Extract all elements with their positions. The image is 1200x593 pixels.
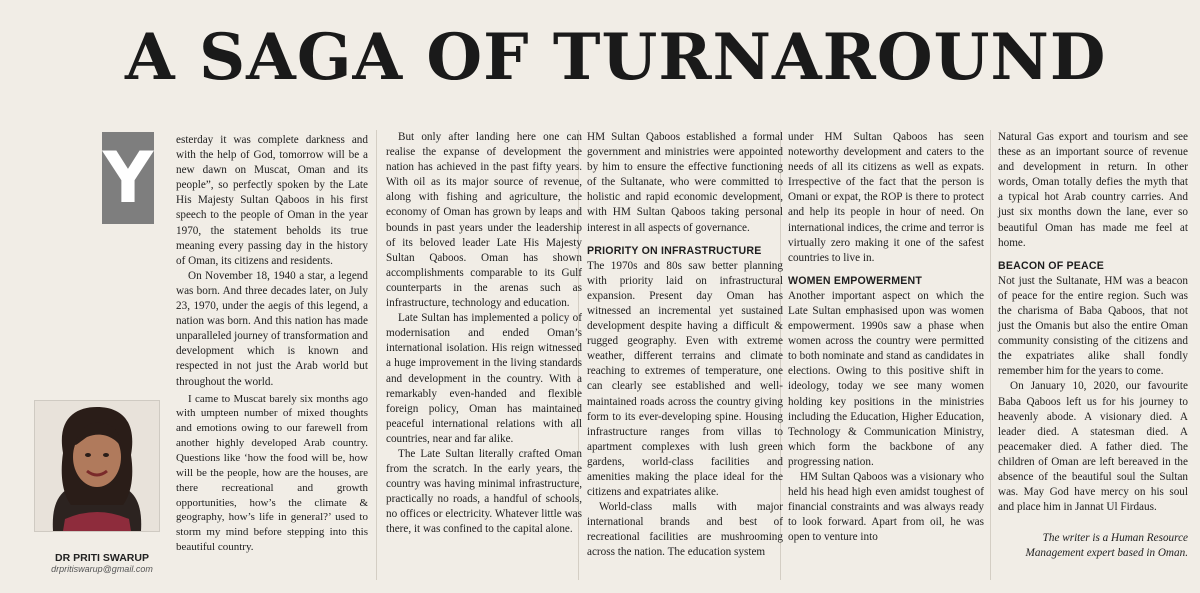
article-column-4	[788, 130, 984, 545]
section-heading: BEACON OF PEACE	[998, 259, 1105, 272]
paragraph: under HM Sultan Qaboos has seen noteworthy development and caters to the needs of all its citizens as well as expats. Irrespective of the fact that the person is Omani or expat, the ROP is there to protect and help its people in hour of need. On international indices, the crime and terror is virtually zero making it one of the safest countries to live in.	[788, 131, 984, 264]
paragraph: I came to Muscat barely six months ago with umpteen number of mixed thoughts and emotions owing to our farewell from another highly developed Arab country. Questions like ‘how the food will be, how will be the people, how are the houses, are there recreational and growth opportunities, how’s the climate & geography, how’s life in general?’ used to storm my mind before stepping into this beautiful country.	[176, 392, 368, 554]
paragraph: Another important aspect on which the Late Sultan emphasised upon was women empowerment. 1990s saw a phase when women across the country were permitted to both nominate and stand as candidates in elections. Owing to this positive shift in ideology, today we see many women holding key positions in the ministries including the Education, Higher Education, Technology & Communication Ministry, which form the backbone of any progressing nation.	[788, 289, 984, 468]
paragraph: On January 10, 2020, our favourite Baba Qaboos left us for his journey to heavenly abode. A visionary died. A leader died. A statesman died. A peacemaker died. A father died. The children of Oman are left bereaved in the absence of the beautiful soul the Sultan was. May God have mercy on his soul and place him in Jannat Ul Firdaus.	[998, 380, 1188, 514]
article-column-2	[386, 130, 582, 538]
author-email: drpritiswarup@gmail.com	[51, 564, 153, 574]
article-column-1	[176, 133, 368, 390]
article-headline: A SAGA OF TURNAROUND	[125, 20, 1107, 95]
section-heading: WOMEN EMPOWERMENT	[788, 274, 923, 287]
paragraph: esterday it was complete darkness and with the help of God, tomorrow will be a new dawn on Muscat, Oman and its people”, so perfectly spoken by the Late His Majesty Sultan Qaboos in his first speech to the people of Oman in the year 1970, the statement beholds its true meaning every passing day in the history of Oman, its citizens and residents.	[176, 134, 368, 267]
drop-cap: Y	[102, 132, 154, 224]
column-divider	[990, 130, 991, 580]
author-name: DR PRITI SWARUP	[55, 552, 149, 564]
paragraph: Late Sultan has implemented a policy of modernisation and ended Oman’s international isolation. His reign witnessed a huge improvement in the living standards and development in the country. With a remarkably even-handed and flexible foreign policy, Oman has maintained peaceful international relations with all countries, near and far alike.	[386, 312, 582, 445]
paragraph: On November 18, 1940 a star, a legend was born. And three decades later, on July 23, 1970, under the aegis of this legend, a nation was born. And this nation has made unparalleled journey of transformation and development which is known and respected in not just the Arab world but throughout the world.	[176, 269, 368, 388]
paragraph: HM Sultan Qaboos established a formal government and ministries were appointed by him to ensure the effective functioning of the Sultanate, who were committed to holistic and rapid economic development, with HM Sultan Qaboos taking personal interest in all aspects of governance.	[587, 131, 783, 234]
article-column-1-continued	[176, 392, 368, 555]
paragraph: HM Sultan Qaboos was a visionary who held his head high even amidst toughest of financial constraints and was always ready to look forward. Apart from oil, he was open to venture into	[788, 470, 984, 544]
paragraph: Not just the Sultanate, HM was a beacon of peace for the entire region. Such was the charisma of Baba Qaboos, that not just the Omanis but also the entire Oman community consisting of the citizens and the expatriates alike shall fondly remember him for the years to come.	[998, 274, 1188, 378]
column-divider	[376, 130, 377, 580]
section-heading: PRIORITY ON INFRASTRUCTURE	[587, 244, 762, 257]
author-tagline: The writer is a Human Resource Management expert based in Oman.	[1025, 532, 1188, 560]
author-portrait-image	[35, 401, 159, 531]
paragraph: World-class malls with major international brands and best of recreational facilities are mushrooming across the nation. The education system	[587, 501, 783, 559]
paragraph: But only after landing here one can realise the expanse of development the nation has achieved in the past fifty years. With oil as its major source of revenue, along with fishing and agriculture, the economy of Oman has grown by leaps and bounds in past years under the leadership of its beloved leader Late His Majesty Sultan Qaboos. Oman has shown accomplishments comparable to its Gulf counterparts in the arenas such as infrastructure, technology and education.	[386, 131, 582, 310]
article-column-5	[998, 130, 1188, 561]
author-photo	[34, 400, 160, 532]
paragraph: The Late Sultan literally crafted Oman from the scratch. In the early years, the country was having minimal infrastructure, practically no roads, a handful of schools, no offices or electricity. Whatever little was there, it was confined to the capital alone.	[386, 447, 582, 536]
article-column-3	[587, 130, 783, 561]
paragraph: Natural Gas export and tourism and see these as an important source of revenue and development in return. In other words, Oman totally defies the myth that a typical hot Arab country carries. And just six months down the lane, ever so beautiful Oman has made me feel at home.	[998, 131, 1188, 249]
paragraph: The 1970s and 80s saw better planning with priority laid on infrastructural expansion. Present day Oman has witnessed an incremental yet sustained development despite having a difficult & rugged geography. Even with extreme weather, different terrains and climate reaching to extremes of temperature, one can clearly see established and well-maintained roads across the country giving form to its ever-developing spine. Housing infrastructure ranges from villas to apartment complexes with lush green gardens, world-class facilities and amenities making the place ideal for the citizens and expatriates alike.	[587, 259, 783, 499]
